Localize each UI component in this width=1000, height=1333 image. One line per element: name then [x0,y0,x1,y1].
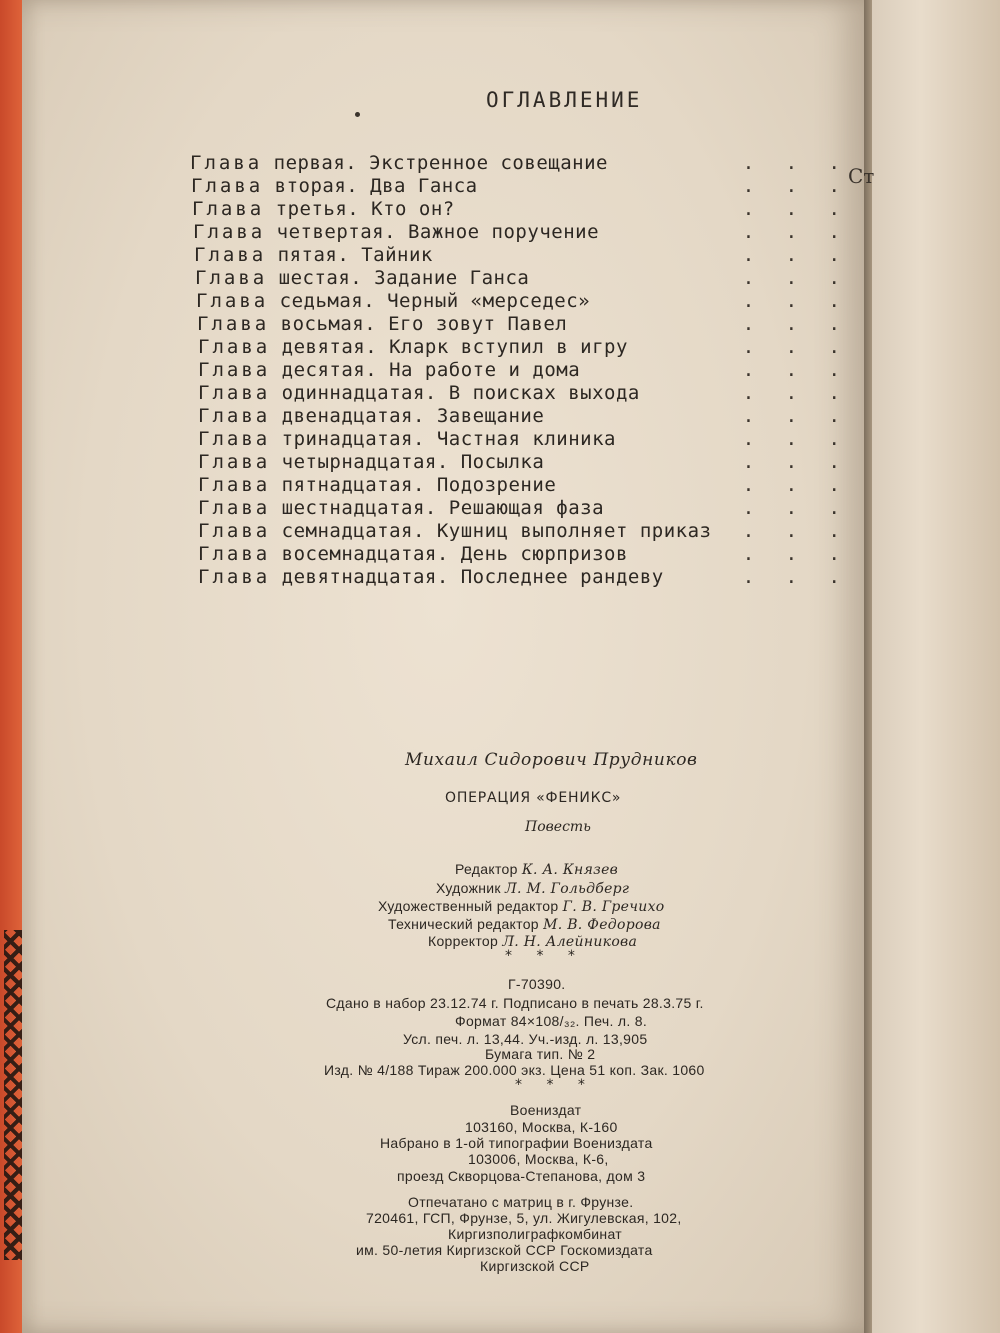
chapter-label: Глава [198,405,271,427]
leader-dots: . . . [742,428,850,450]
publisher-line: 103006, Москва, К-6, [468,1151,609,1167]
toc-entry [190,520,850,543]
facing-page [868,0,1000,1333]
toc-entry [190,451,850,474]
chapter-label: Глава [198,359,271,381]
toc-entry [190,221,850,244]
chapter-title: первая. Экстренное совещание [273,152,608,174]
chapter-title: четвертая. Важное поручение [276,221,600,243]
leader-dots: . . . [742,198,850,220]
publisher-line: Набрано в 1-ой типографии Воениздата [380,1135,653,1151]
chapter-label: Глава [197,313,270,335]
chapter-title: семнадцатая. Кушниц выполняет приказ [281,520,712,542]
printer-line: 720461, ГСП, Фрунзе, 5, ул. Жигулевская, 102, [366,1210,682,1226]
chapter-title: седьмая. Черный «мерседес» [279,290,591,312]
toc-entry [190,152,850,175]
leader-dots: . . . [742,313,850,335]
toc-entry [190,566,850,589]
leader-dots: . . . [742,290,850,312]
leader-dots: . . . [742,520,850,542]
leader-dots: . . . [742,359,850,381]
credit-line: Технический редактор М. В. Федорова [388,916,661,933]
credit-line: Редактор К. А. Князев [455,861,619,878]
chapter-label: Глава [198,497,271,519]
toc-entry [190,382,850,405]
chapter-label: Глава [198,543,271,565]
credit-line: Художник Л. М. Гольдберг [436,880,630,897]
chapter-title: пятая. Тайник [277,244,433,266]
print-detail: Сдано в набор 23.12.74 г. Подписано в печать 28.3.75 г. [326,995,704,1011]
facing-page-fragment: Ст [848,164,875,188]
toc-entry [190,267,850,290]
printer-line: Киргизполиграфкомбинат [448,1226,622,1242]
author-name: Михаил Сидорович Прудников [405,750,698,770]
print-detail: Формат 84×108/₃₂. Печ. л. 8. [455,1013,648,1029]
chapter-label: Глава [198,474,271,496]
toc-entry [190,428,850,451]
chapter-label: Глава [198,382,271,404]
chapter-label: Глава [195,267,268,289]
credit-line: Корректор Л. Н. Алейникова [428,933,638,950]
publisher-line: 103160, Москва, К-160 [465,1119,618,1135]
chapter-title: двенадцатая. Завещание [281,405,545,427]
separator-stars: * * * [505,948,585,964]
chapter-label: Глава [198,566,271,588]
chapter-title: девятнадцатая. Последнее рандеву [281,566,664,588]
chapter-label: Глава [198,520,271,542]
chapter-label: Глава [198,336,271,358]
toc-entry [190,543,850,566]
chapter-title: шестнадцатая. Решающая фаза [281,497,605,519]
leader-dots: . . . [742,405,850,427]
chapter-label: Глава [193,221,266,243]
leader-dots: . . . [742,244,850,266]
leader-dots: . . . [742,221,850,243]
toc-entry [190,198,850,221]
chapter-title: вторая. Два Ганса [274,175,478,197]
chapter-title: пятнадцатая. Подозрение [281,474,557,496]
chapter-title: восемнадцатая. День сюрпризов [281,543,628,565]
ink-speck [355,112,360,117]
toc-entry [190,405,850,428]
toc-entry [190,244,850,267]
toc-entry [190,290,850,313]
chapter-label: Глава [198,428,271,450]
chapter-label: Глава [194,244,267,266]
printer-line: Киргизской ССР [480,1258,590,1274]
printer-line: Отпечатано с матриц в г. Фрунзе. [408,1194,634,1210]
chapter-label: Глава [198,451,271,473]
leader-dots: . . . [742,175,850,197]
toc-entry [190,474,850,497]
chapter-title: девятая. Кларк вступил в игру [281,336,628,358]
publisher-line: Воениздат [510,1102,582,1118]
leader-dots: . . . [742,382,850,404]
publisher-line: проезд Скворцова-Степанова, дом 3 [397,1168,646,1184]
print-detail: Усл. печ. л. 13,44. Уч.-изд. л. 13,905 [403,1031,648,1047]
chapter-title: четырнадцатая. Посылка [281,451,545,473]
toc-entry [190,336,850,359]
chapter-label: Глава [192,198,265,220]
table-of-contents [190,152,850,589]
toc-entry [190,313,850,336]
leader-dots: . . . [742,336,850,358]
chapter-title: тринадцатая. Частная клиника [281,428,616,450]
chapter-title: третья. Кто он? [275,198,455,220]
leader-dots: . . . [742,566,850,588]
print-detail: Изд. № 4/188 Тираж 200.000 экз. Цена 51 коп. Зак. 1060 [324,1062,705,1078]
book-genre: Повесть [525,819,591,835]
chapter-label: Глава [196,290,269,312]
leader-dots: . . . [742,497,850,519]
toc-heading: ОГЛАВЛЕНИЕ [486,88,643,112]
printer-line: им. 50-летия Киргизской ССР Госкомиздата [356,1242,653,1258]
toc-entry [190,497,850,520]
leader-dots: . . . [742,543,850,565]
toc-entry [190,175,850,198]
print-detail: Бумага тип. № 2 [485,1046,596,1062]
leader-dots: . . . [742,474,850,496]
print-code: Г-70390. [508,976,566,992]
chapter-label: Глава [190,152,263,174]
separator-stars: * * * [515,1077,595,1093]
chapter-title: одиннадцатая. В поисках выхода [281,382,640,404]
leader-dots: . . . [742,267,850,289]
leader-dots: . . . [742,451,850,473]
chapter-title: восьмая. Его зовут Павел [280,313,568,335]
leader-dots: . . . [742,152,850,174]
chapter-title: десятая. На работе и дома [281,359,581,381]
book-title: ОПЕРАЦИЯ «ФЕНИКС» [445,790,622,806]
chapter-label: Глава [191,175,264,197]
toc-entry [190,359,850,382]
credit-line: Художественный редактор Г. В. Гречихо [378,898,665,915]
chapter-title: шестая. Задание Ганса [278,267,530,289]
